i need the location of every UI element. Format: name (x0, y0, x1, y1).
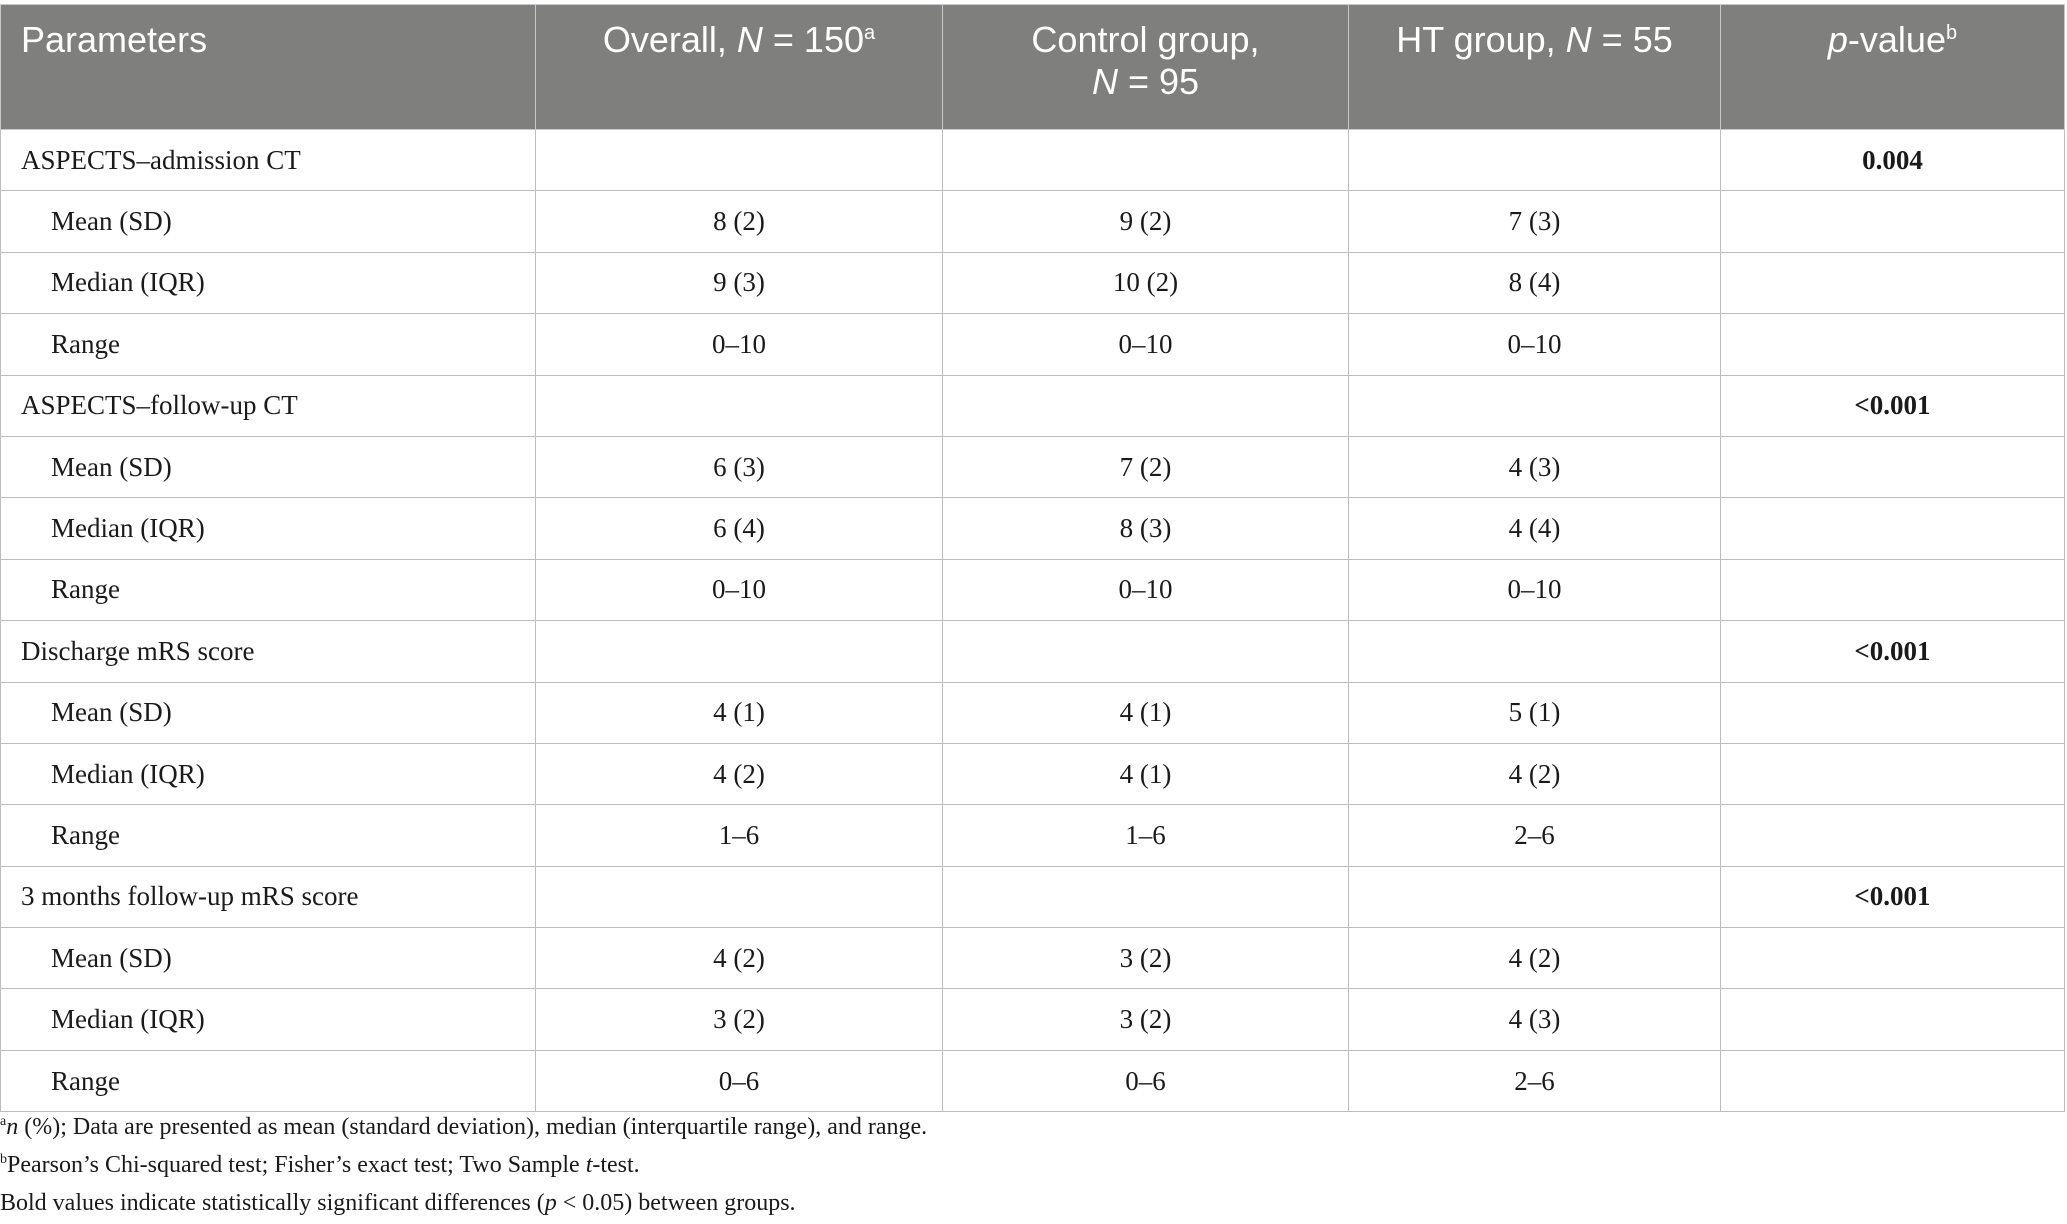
table-body (1, 130, 2065, 1112)
control-cell (943, 621, 1349, 682)
param-cell: Median (IQR) (1, 743, 536, 804)
overall-cell: 3 (2) (536, 989, 943, 1050)
table-row (1, 498, 2065, 559)
pvalue-cell (1721, 805, 2065, 866)
table-row (1, 1050, 2065, 1111)
param-cell: 3 months follow-up mRS score (1, 866, 536, 927)
ht-cell: 0–10 (1349, 559, 1721, 620)
table-row (1, 805, 2065, 866)
ht-cell (1349, 866, 1721, 927)
results-table (0, 4, 2065, 1112)
overall-cell: 0–10 (536, 559, 943, 620)
param-cell: Range (1, 559, 536, 620)
control-cell: 0–6 (943, 1050, 1349, 1111)
param-cell: Range (1, 1050, 536, 1111)
control-cell: 8 (3) (943, 498, 1349, 559)
ht-cell: 7 (3) (1349, 191, 1721, 252)
footnote-b: $^b$Pearson’s Chi-squared test; Fisher’s exact test; Two Sample t-test. (0, 1152, 640, 1178)
overall-cell: 4 (1) (536, 682, 943, 743)
header-control: Control group, N = 95 (943, 5, 1349, 130)
table-row (1, 252, 2065, 313)
ht-cell: 2–6 (1349, 1050, 1721, 1111)
table-row (1, 989, 2065, 1050)
table-row (1, 743, 2065, 804)
pvalue-cell (1721, 682, 2065, 743)
overall-cell: 8 (2) (536, 191, 943, 252)
footnotes (0, 1108, 927, 1222)
param-cell: ASPECTS–admission CT (1, 130, 536, 191)
ht-cell: 4 (4) (1349, 498, 1721, 559)
param-cell: Median (IQR) (1, 989, 536, 1050)
pvalue-cell (1721, 498, 2065, 559)
table-row (1, 314, 2065, 375)
pvalue-cell: <0.001 (1721, 375, 2065, 436)
overall-cell (536, 866, 943, 927)
pvalue-cell: <0.001 (1721, 621, 2065, 682)
param-cell: Discharge mRS score (1, 621, 536, 682)
pvalue-cell (1721, 1050, 2065, 1111)
ht-cell: 8 (4) (1349, 252, 1721, 313)
header-ht: HT group, N = 55 (1349, 5, 1721, 130)
header-overall: Overall, $N = 150^a$ (536, 5, 943, 130)
pvalue-cell (1721, 989, 2065, 1050)
ht-cell (1349, 621, 1721, 682)
pvalue-cell: 0.004 (1721, 130, 2065, 191)
overall-cell: 6 (4) (536, 498, 943, 559)
control-cell: 10 (2) (943, 252, 1349, 313)
param-cell: ASPECTS–follow-up CT (1, 375, 536, 436)
table-row (1, 436, 2065, 497)
overall-cell (536, 130, 943, 191)
param-cell: Range (1, 314, 536, 375)
pvalue-cell (1721, 928, 2065, 989)
overall-cell (536, 621, 943, 682)
control-cell: 1–6 (943, 805, 1349, 866)
control-cell (943, 375, 1349, 436)
pvalue-cell (1721, 191, 2065, 252)
control-cell: 4 (1) (943, 682, 1349, 743)
footnote-bold: Bold values indicate statistically significant differences (p < 0.05) between groups. (0, 1190, 796, 1216)
ht-cell: 5 (1) (1349, 682, 1721, 743)
table-header (1, 5, 2065, 130)
header-pvalue: p-value$^b$ (1721, 5, 2065, 130)
control-cell (943, 866, 1349, 927)
group-row (1, 130, 2065, 191)
control-cell: 3 (2) (943, 928, 1349, 989)
ht-cell (1349, 130, 1721, 191)
overall-cell: 0–10 (536, 314, 943, 375)
control-cell: 9 (2) (943, 191, 1349, 252)
control-cell: 0–10 (943, 559, 1349, 620)
param-cell: Median (IQR) (1, 252, 536, 313)
overall-cell: 0–6 (536, 1050, 943, 1111)
control-cell: 3 (2) (943, 989, 1349, 1050)
pvalue-cell (1721, 436, 2065, 497)
pvalue-cell (1721, 559, 2065, 620)
param-cell: Mean (SD) (1, 682, 536, 743)
control-cell: 4 (1) (943, 743, 1349, 804)
param-cell: Mean (SD) (1, 191, 536, 252)
header-parameters: Parameters (1, 5, 536, 130)
group-row (1, 866, 2065, 927)
control-cell (943, 130, 1349, 191)
overall-cell: 1–6 (536, 805, 943, 866)
ht-cell (1349, 375, 1721, 436)
group-row (1, 621, 2065, 682)
group-row (1, 375, 2065, 436)
ht-cell: 2–6 (1349, 805, 1721, 866)
overall-cell: 4 (2) (536, 743, 943, 804)
pvalue-cell (1721, 743, 2065, 804)
table-row (1, 928, 2065, 989)
table-row (1, 191, 2065, 252)
param-cell: Mean (SD) (1, 928, 536, 989)
ht-cell: 0–10 (1349, 314, 1721, 375)
pvalue-cell (1721, 252, 2065, 313)
overall-cell: 6 (3) (536, 436, 943, 497)
overall-cell (536, 375, 943, 436)
param-cell: Mean (SD) (1, 436, 536, 497)
pvalue-cell: <0.001 (1721, 866, 2065, 927)
table-row (1, 559, 2065, 620)
overall-cell: 4 (2) (536, 928, 943, 989)
ht-cell: 4 (3) (1349, 989, 1721, 1050)
footnote-a: $^a$n (%); Data are presented as mean (standard deviation), median (interquartile range), and range. (0, 1114, 928, 1140)
ht-cell: 4 (3) (1349, 436, 1721, 497)
table-row (1, 682, 2065, 743)
control-cell: 7 (2) (943, 436, 1349, 497)
overall-cell: 9 (3) (536, 252, 943, 313)
control-cell: 0–10 (943, 314, 1349, 375)
param-cell: Median (IQR) (1, 498, 536, 559)
param-cell: Range (1, 805, 536, 866)
ht-cell: 4 (2) (1349, 743, 1721, 804)
ht-cell: 4 (2) (1349, 928, 1721, 989)
pvalue-cell (1721, 314, 2065, 375)
